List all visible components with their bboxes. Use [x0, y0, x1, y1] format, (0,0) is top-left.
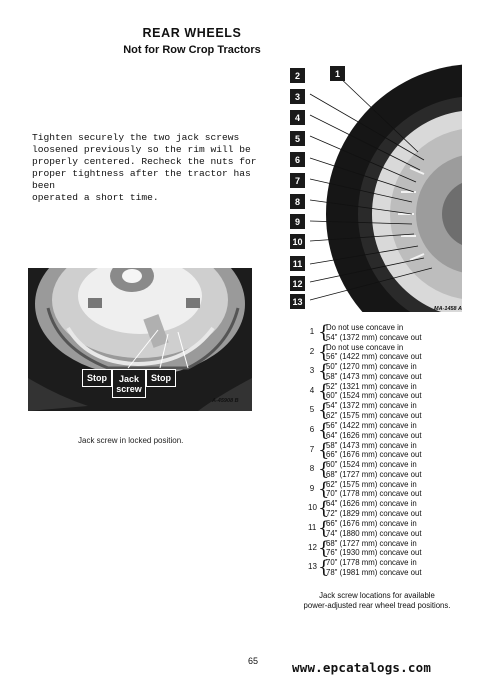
tread-position-number: 1: [309, 327, 315, 336]
tread-concave-in: 62" (1575 mm) concave in: [326, 479, 417, 489]
figure-footnote: [286, 591, 468, 611]
callout-number-11: 11: [290, 256, 305, 271]
brace-glyph: {: [318, 518, 330, 539]
tread-position-row: [308, 519, 458, 538]
tread-concave-out: 60" (1524 mm) concave out: [326, 391, 422, 401]
brace-glyph: {: [318, 439, 330, 461]
tread-concave-in: 70" (1778 mm) concave in: [326, 558, 417, 568]
tread-position-number: 3: [309, 366, 315, 376]
tread-position-row: [308, 539, 458, 558]
tread-concave-out: 56" (1422 mm) concave out: [326, 352, 422, 362]
callout-number-2: 2: [290, 68, 305, 83]
tread-position-row: [308, 480, 458, 499]
tread-concave-out: 74" (1880 mm) concave out: [326, 528, 422, 538]
tread-position-number: 12: [308, 542, 317, 552]
page-title: REAR WHEELS: [142, 26, 242, 40]
tread-position-row: [308, 401, 458, 420]
rear-wheel-illustration: [306, 64, 462, 312]
callout-number-top: 1: [330, 66, 345, 81]
tread-concave-in: 64" (1626 mm) concave in: [326, 499, 417, 509]
tread-position-number: 10: [308, 503, 317, 513]
brace-glyph: {: [318, 459, 330, 481]
callout-number-4: 4: [290, 110, 305, 125]
jack-screw-callout-label: Jack screw: [116, 373, 142, 394]
instruction-paragraph: Tighten securely the two jack screws loosened previously so the rim will be properly centered. Recheck the nuts for proper tightness after the tractor has been operated a short time.: [32, 132, 257, 203]
callout-number-3: 3: [290, 89, 305, 104]
jack-screw-callout: [112, 369, 146, 398]
callout-number-7: 7: [290, 173, 305, 188]
tread-position-number: 7: [309, 444, 315, 454]
tread-position-number: 4: [309, 385, 315, 395]
tread-concave-in: 50" (1270 mm) concave in: [326, 362, 417, 372]
right-figure-code: MA-1458 A: [434, 306, 462, 312]
brace-glyph: {: [318, 498, 330, 520]
tread-position-row: [308, 421, 458, 440]
wheel-photo: [306, 64, 462, 312]
brace-glyph: {: [318, 537, 330, 559]
callout-number-8: 8: [290, 194, 305, 209]
tread-position-number: 5: [309, 405, 315, 415]
left-figure-code: A-45908 B: [212, 398, 239, 404]
tread-concave-in: 68" (1727 mm) concave in: [326, 538, 417, 548]
page-number: 65: [248, 656, 259, 666]
callout-number-5: 5: [290, 131, 305, 146]
tread-position-number: 6: [309, 425, 315, 434]
brace-glyph: {: [318, 341, 330, 363]
callout-number-12: 12: [290, 276, 305, 291]
stop-callout-left: Stop: [82, 369, 112, 387]
tread-position-number: 8: [309, 464, 315, 474]
brace-glyph: {: [318, 380, 330, 402]
brace-glyph: {: [318, 361, 330, 383]
tread-position-number: 13: [308, 562, 317, 572]
tread-concave-out: 54" (1372 mm) concave out: [326, 332, 422, 342]
tread-position-number: 2: [309, 346, 315, 356]
callout-number-9: 9: [290, 214, 305, 229]
tread-position-number: 9: [309, 483, 315, 493]
tread-concave-out: 68" (1727 mm) concave out: [326, 469, 422, 479]
tread-concave-out: 70" (1778 mm) concave out: [326, 489, 422, 499]
tread-position-row: [308, 460, 458, 479]
brace-glyph: {: [318, 400, 330, 422]
callout-number-6: 6: [290, 152, 305, 167]
stop-callout-right: Stop: [146, 369, 176, 387]
tread-concave-in: 54" (1372 mm) concave in: [326, 401, 417, 411]
tread-concave-out: 72" (1829 mm) concave out: [326, 508, 422, 518]
tread-concave-out: 78" (1981 mm) concave out: [326, 567, 422, 577]
callout-number-10: 10: [290, 234, 305, 249]
tread-position-row: [308, 382, 458, 401]
tread-concave-out: 66" (1676 mm) concave out: [326, 450, 422, 460]
tread-concave-in: 52" (1321 mm) concave in: [326, 381, 417, 391]
brace-glyph: {: [318, 557, 330, 579]
tread-concave-in: 58" (1473 mm) concave in: [326, 440, 417, 450]
left-figure-caption: Jack screw in locked position.: [78, 436, 184, 445]
tread-position-row: [308, 323, 458, 342]
brace-glyph: {: [318, 322, 330, 343]
tread-concave-in: Do not use concave in: [326, 323, 404, 332]
tread-concave-in: 60" (1524 mm) concave in: [326, 460, 417, 470]
tread-position-row: [308, 499, 458, 518]
tread-concave-out: 76" (1930 mm) concave out: [326, 548, 422, 558]
tread-concave-out: 62" (1575 mm) concave out: [326, 410, 422, 420]
tread-concave-in: 66" (1676 mm) concave in: [326, 519, 417, 528]
tread-concave-in: 56" (1422 mm) concave in: [326, 421, 417, 430]
tread-position-row: [308, 362, 458, 381]
tread-concave-out: 58" (1473 mm) concave out: [326, 371, 422, 381]
tread-position-row: [308, 441, 458, 460]
callout-number-13: 13: [290, 294, 305, 309]
brace-glyph: {: [318, 420, 330, 441]
brace-glyph: {: [318, 478, 330, 500]
tread-position-number: 11: [308, 523, 317, 532]
page-subtitle: Not for Row Crop Tractors: [123, 44, 261, 56]
tread-concave-out: 64" (1626 mm) concave out: [326, 430, 422, 440]
tread-position-row: [308, 558, 458, 577]
figure-footnote-text: Jack screw locations for available power-adjusted rear wheel tread positions.: [303, 591, 451, 610]
tread-position-row: [308, 343, 458, 362]
watermark: www.epcatalogs.com: [292, 660, 432, 675]
tread-concave-in: Do not use concave in: [326, 342, 404, 352]
